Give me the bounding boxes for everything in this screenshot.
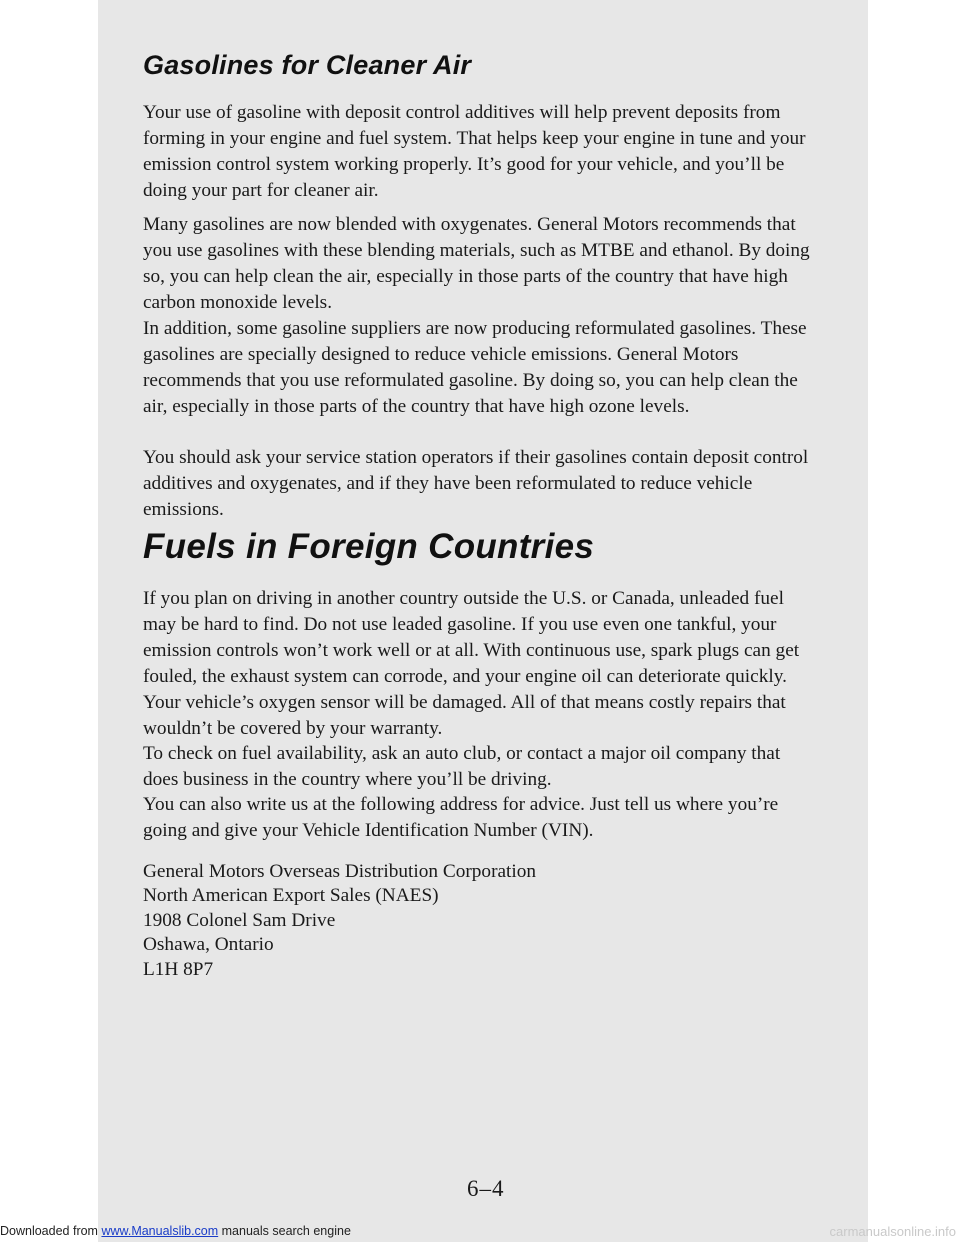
page-heading: Fuels in Foreign Countries — [143, 527, 595, 566]
address-line: General Motors Overseas Distribution Corporation — [143, 861, 537, 882]
address-line: North American Export Sales (NAES) — [143, 885, 439, 907]
watermark: carmanualsonline.info — [829, 1224, 956, 1239]
paragraph-write-us: You can also write us at the following address for advice. Just tell us where you’re going and give your Vehicle Identification Number (VIN). — [143, 794, 779, 841]
paragraph-ask-operators: You should ask your service station operators if their gasolines contain deposit control additives and oxygenates, and if they have been reformulated to reduce vehicle emissions. — [143, 447, 809, 520]
section-subheading: Gasolines for Cleaner Air — [143, 50, 472, 80]
paragraph-fuel-availability: To check on fuel availability, ask an auto club, or contact a major oil company that does business in the country where you’ll be driving. — [143, 743, 781, 790]
paragraph-oxygenates: Many gasolines are now blended with oxygenates. General Motors recommends that you use gasolines with these blending materials, such as MTBE and ethanol. By doing so, you can help clean the air, especially in those parts of the country that have high carbon monoxide levels. — [143, 214, 810, 313]
address-line: 1908 Colonel Sam Drive — [143, 909, 336, 931]
paragraph-deposit-control: Your use of gasoline with deposit control additives will help prevent deposits from forming in your engine and fuel system. That helps keep your engine in tune and your emission control system working properly. It’s good for your vehicle, and you’ll be doing your part for cleaner air. — [143, 102, 806, 201]
address-line: Oshawa, Ontario — [143, 934, 274, 956]
address-line: L1H 8P7 — [143, 958, 214, 980]
footer-prefix: Downloaded from — [0, 1224, 102, 1238]
paragraph-reformulated: In addition, some gasoline suppliers are now producing reformulated gasolines. These gasolines are specially designed to reduce vehicle emissions. General Motors recommends that you use reformulated gasoline. By doing so, you can help clean the air, especially in those parts of the country that have high ozone levels. — [143, 318, 807, 417]
mailing-address — [143, 860, 536, 982]
page-number: 6–4 — [467, 1176, 505, 1201]
download-footer — [0, 1224, 351, 1238]
footer-suffix: manuals search engine — [218, 1224, 351, 1238]
paragraph-foreign-driving: If you plan on driving in another country outside the U.S. or Canada, unleaded fuel may be hard to find. Do not use leaded gasoline. If you use even one tankful, your emission controls won’t work well or at all. With continuous use, spark plugs can get fouled, the exhaust system can corrode, and your engine oil can deteriorate quickly. Your vehicle’s oxygen sensor will be damaged. All of that means costly repairs that wouldn’t be covered by your warranty. — [143, 588, 800, 739]
manualslib-link[interactable]: www.Manualslib.com — [101, 1224, 219, 1238]
